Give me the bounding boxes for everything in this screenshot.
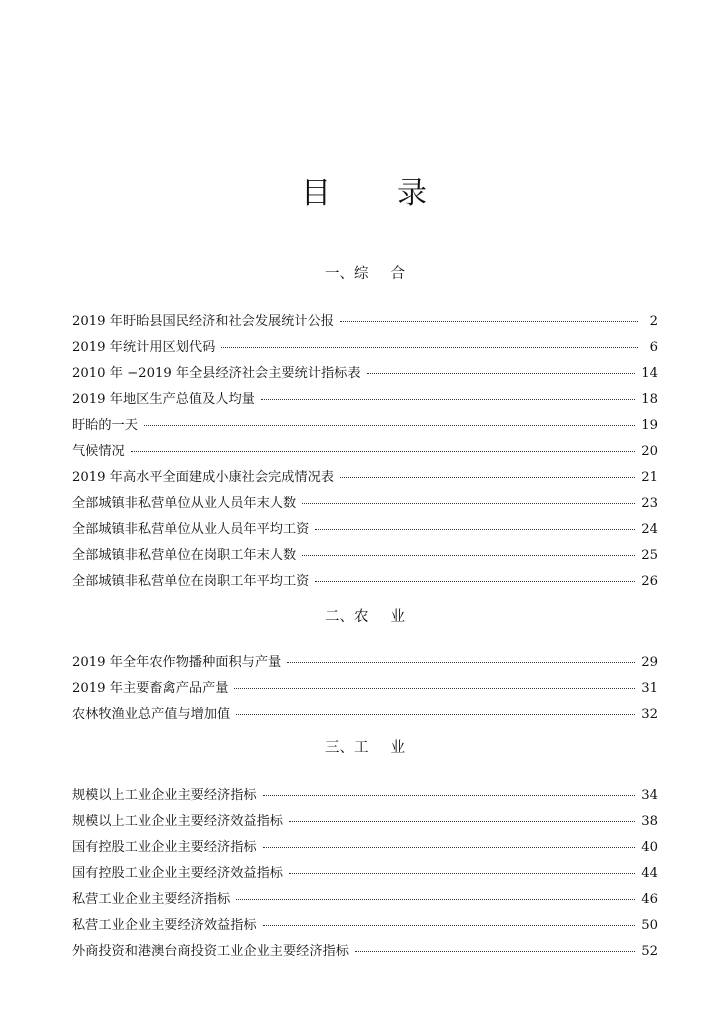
toc-entry-page: 26 xyxy=(641,574,658,589)
section-industry xyxy=(72,738,658,965)
toc-entry-page: 31 xyxy=(641,681,658,696)
dot-leader xyxy=(289,820,635,822)
toc-entry-page: 32 xyxy=(641,707,658,722)
section-name-second: 业 xyxy=(390,740,405,756)
section-name-second: 业 xyxy=(390,609,405,625)
toc-entry-title: 盱眙的一天 xyxy=(72,418,138,433)
toc-entry-page: 18 xyxy=(641,392,658,407)
toc-entry-title: 2019 年高水平全面建成小康社会完成情况表 xyxy=(72,470,334,485)
toc-entry-title: 全部城镇非私营单位在岗职工年末人数 xyxy=(72,548,297,563)
toc-entry-page: 40 xyxy=(641,840,658,855)
toc-entry-page: 34 xyxy=(641,788,658,803)
toc-entry-page: 29 xyxy=(641,655,658,670)
toc-entry[interactable] xyxy=(72,387,658,413)
section-number: 三、 xyxy=(325,740,354,756)
toc-entry[interactable] xyxy=(72,309,658,335)
dot-leader xyxy=(263,794,636,796)
dot-leader xyxy=(355,950,635,952)
toc-entry-page: 20 xyxy=(641,444,658,459)
dot-leader xyxy=(289,872,635,874)
page-title xyxy=(0,168,728,212)
dot-leader xyxy=(315,580,635,582)
toc-list xyxy=(72,309,658,595)
section-number: 一、 xyxy=(325,266,354,282)
toc-entry-title: 农林牧渔业总产值与增加值 xyxy=(72,707,231,722)
toc-entry-title: 全部城镇非私营单位从业人员年平均工资 xyxy=(72,522,310,537)
toc-entry-page: 24 xyxy=(641,522,658,537)
dot-leader xyxy=(236,713,635,715)
toc-entry[interactable] xyxy=(72,913,658,939)
toc-entry[interactable] xyxy=(72,439,658,465)
toc-entry-page: 38 xyxy=(641,814,658,829)
dot-leader xyxy=(340,476,635,478)
toc-entry-title: 国有控股工业企业主要经济效益指标 xyxy=(72,866,283,881)
dot-leader xyxy=(340,320,638,322)
toc-entry-title: 私营工业企业主要经济效益指标 xyxy=(72,918,257,933)
toc-entry-title: 2019 年主要畜禽产品产量 xyxy=(72,681,229,696)
section-heading xyxy=(72,738,658,758)
toc-entry-title: 2010 年 −2019 年全县经济社会主要统计指标表 xyxy=(72,366,361,381)
toc-entry[interactable] xyxy=(72,465,658,491)
toc-entry[interactable] xyxy=(72,569,658,595)
dot-leader xyxy=(302,554,635,556)
toc-entry-page: 25 xyxy=(641,548,658,563)
toc-entry-page: 19 xyxy=(641,418,658,433)
page-title-right: 录 xyxy=(397,176,427,211)
dot-leader xyxy=(221,346,638,348)
section-name-first: 综 xyxy=(354,266,369,282)
toc-entry-title: 外商投资和港澳台商投资工业企业主要经济指标 xyxy=(72,944,349,959)
page-title-left: 目 xyxy=(301,176,331,211)
section-name-first: 工 xyxy=(354,740,369,756)
dot-leader xyxy=(131,450,635,452)
dot-leader xyxy=(234,687,635,689)
toc-entry[interactable] xyxy=(72,650,658,676)
toc-entry-title: 私营工业企业主要经济指标 xyxy=(72,892,231,907)
toc-entry-page: 50 xyxy=(641,918,658,933)
toc-entry-title: 2019 年统计用区划代码 xyxy=(72,340,216,355)
toc-entry[interactable] xyxy=(72,809,658,835)
toc-entry[interactable] xyxy=(72,491,658,517)
section-heading xyxy=(72,264,658,284)
toc-entry[interactable] xyxy=(72,861,658,887)
toc-entry-page: 52 xyxy=(641,944,658,959)
toc-entry-page: 6 xyxy=(649,340,658,355)
toc-entry[interactable] xyxy=(72,676,658,702)
dot-leader xyxy=(144,424,635,426)
toc-entry-title: 全部城镇非私营单位在岗职工年平均工资 xyxy=(72,574,310,589)
dot-leader xyxy=(367,372,636,374)
toc-entry-title: 规模以上工业企业主要经济指标 xyxy=(72,788,257,803)
toc-entry[interactable] xyxy=(72,517,658,543)
section-agriculture xyxy=(72,607,658,728)
toc-entry[interactable] xyxy=(72,939,658,965)
dot-leader xyxy=(287,661,635,663)
dot-leader xyxy=(263,924,636,926)
section-general xyxy=(72,264,658,595)
dot-leader xyxy=(263,846,636,848)
toc-list xyxy=(72,783,658,965)
toc-entry[interactable] xyxy=(72,835,658,861)
toc-entry[interactable] xyxy=(72,887,658,913)
toc-entry[interactable] xyxy=(72,335,658,361)
dot-leader xyxy=(261,398,635,400)
section-heading xyxy=(72,607,658,627)
toc-entry[interactable] xyxy=(72,783,658,809)
toc-entry-title: 2019 年盱眙县国民经济和社会发展统计公报 xyxy=(72,314,334,329)
section-number: 二、 xyxy=(325,609,354,625)
toc-entry-page: 2 xyxy=(649,314,658,329)
dot-leader xyxy=(302,502,635,504)
toc-entry-title: 规模以上工业企业主要经济效益指标 xyxy=(72,814,283,829)
toc-entry[interactable] xyxy=(72,543,658,569)
toc-entry-page: 14 xyxy=(641,366,658,381)
toc-entry[interactable] xyxy=(72,413,658,439)
dot-leader xyxy=(315,528,635,530)
toc-entry-page: 44 xyxy=(641,866,658,881)
toc-entry-page: 23 xyxy=(641,496,658,511)
toc-entry-page: 21 xyxy=(641,470,658,485)
toc-entry-title: 2019 年全年农作物播种面积与产量 xyxy=(72,655,282,670)
toc-entry[interactable] xyxy=(72,702,658,728)
toc-entry-page: 46 xyxy=(641,892,658,907)
section-name-second: 合 xyxy=(390,266,405,282)
dot-leader xyxy=(236,898,635,900)
toc-entry-title: 国有控股工业企业主要经济指标 xyxy=(72,840,257,855)
section-name-first: 农 xyxy=(354,609,369,625)
toc-entry-title: 气候情况 xyxy=(72,444,125,459)
toc-list xyxy=(72,650,658,728)
toc-entry-title: 2019 年地区生产总值及人均量 xyxy=(72,392,255,407)
toc-entry-title: 全部城镇非私营单位从业人员年末人数 xyxy=(72,496,297,511)
toc-entry[interactable] xyxy=(72,361,658,387)
